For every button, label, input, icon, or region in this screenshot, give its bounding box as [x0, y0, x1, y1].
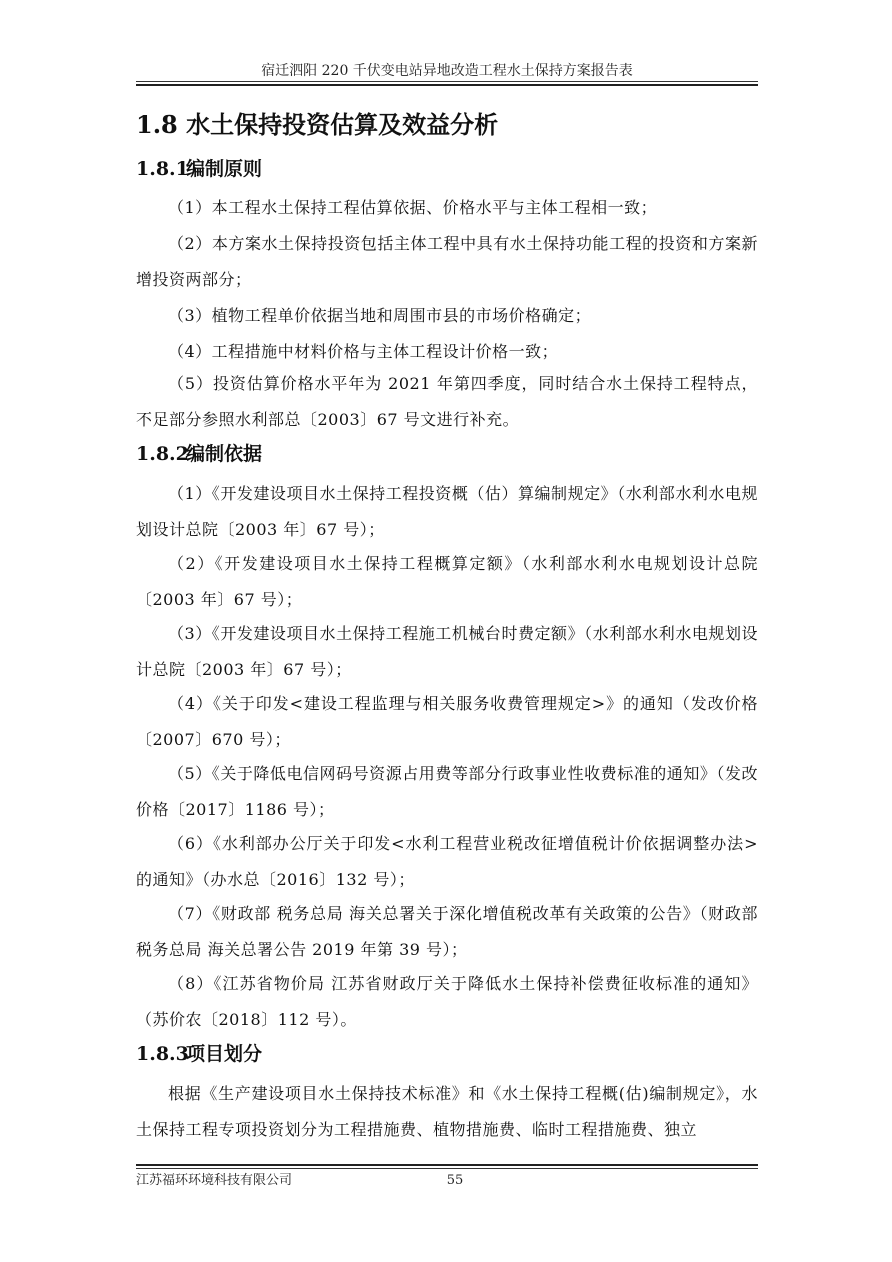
basis-item: （2）《开发建设项目水土保持工程概算定额》（水利部水利水电规划设计总院〔2003 年〕67 号）； — [136, 554, 758, 609]
basis-item: （7）《财政部 税务总局 海关总署关于深化增值税改革有关政策的公告》（财政部 税务总局 海关总署公告 2019 年第 39 号）； — [136, 904, 758, 959]
principle-item: （1）本工程水土保持工程估算依据、价格水平与主体工程相一致； — [168, 198, 658, 217]
subsection-title: 项目划分 — [186, 1043, 263, 1065]
basis-item: （3）《开发建设项目水土保持工程施工机械台时费定额》（水利部水利水电规划设计总院〔2003 年〕67 号）； — [136, 624, 758, 679]
division-paragraph: 根据《生产建设项目水土保持技术标准》和《水土保持工程概(估)编制规定》，水土保持工程专项投资划分为工程措施费、植物措施费、临时工程措施费、独立 — [136, 1084, 758, 1139]
basis-item: （4）《关于印发<建设工程监理与相关服务收费管理规定>》的通知（发改价格〔2007〕670 号）； — [136, 694, 758, 749]
basis-item: （1）《开发建设项目水土保持工程投资概（估）算编制规定》（水利部水利水电规划设计总院〔2003 年〕67 号）； — [136, 484, 758, 539]
principle-item: （2）本方案水土保持投资包括主体工程中具有水土保持功能工程的投资和方案新增投资两部分； — [136, 234, 758, 289]
footer-company-name: 江苏福环环境科技有限公司 — [136, 1173, 293, 1188]
subsection-number: 1.8.2 — [136, 443, 189, 465]
subsection-number: 1.8.3 — [136, 1043, 189, 1065]
basis-item: （5）《关于降低电信网码号资源占用费等部分行政事业性收费标准的通知》（发改价格〔2017〕1186 号）； — [136, 764, 758, 819]
principle-item: （4）工程措施中材料价格与主体工程设计价格一致； — [168, 342, 559, 361]
subsection-heading-principles — [136, 155, 262, 183]
subsection-heading-basis — [136, 440, 262, 468]
footer-rule — [136, 1168, 758, 1169]
subsection-title: 编制原则 — [186, 158, 263, 180]
footer-rule-thick — [136, 1164, 758, 1166]
section-heading: 1.8 水土保持投资估算及效益分析 — [136, 110, 499, 139]
principle-item: （5）投资估算价格水平年为 2021 年第四季度，同时结合水土保持工程特点，不足部分参照水利部总〔2003〕67 号文进行补充。 — [136, 374, 758, 429]
basis-item: （6）《水利部办公厅关于印发<水利工程营业税改征增值税计价依据调整办法>的通知》（办水总〔2016〕132 号）； — [136, 834, 758, 889]
subsection-number: 1.8.1 — [136, 158, 189, 180]
basis-item: （8）《江苏省物价局 江苏省财政厅关于降低水土保持补偿费征收标准的通知》（苏价农〔2018〕112 号）。 — [136, 974, 758, 1029]
page-header-title: 宿迁泗阳 220 千伏变电站异地改造工程水土保持方案报告表 — [261, 63, 633, 79]
header-rule — [136, 81, 758, 82]
principle-item: （3）植物工程单价依据当地和周围市县的市场价格确定； — [168, 306, 592, 325]
subsection-title: 编制依据 — [186, 443, 263, 465]
page-number: 55 — [446, 1173, 464, 1188]
subsection-heading-division — [136, 1040, 262, 1068]
header-rule-thick — [136, 84, 758, 86]
